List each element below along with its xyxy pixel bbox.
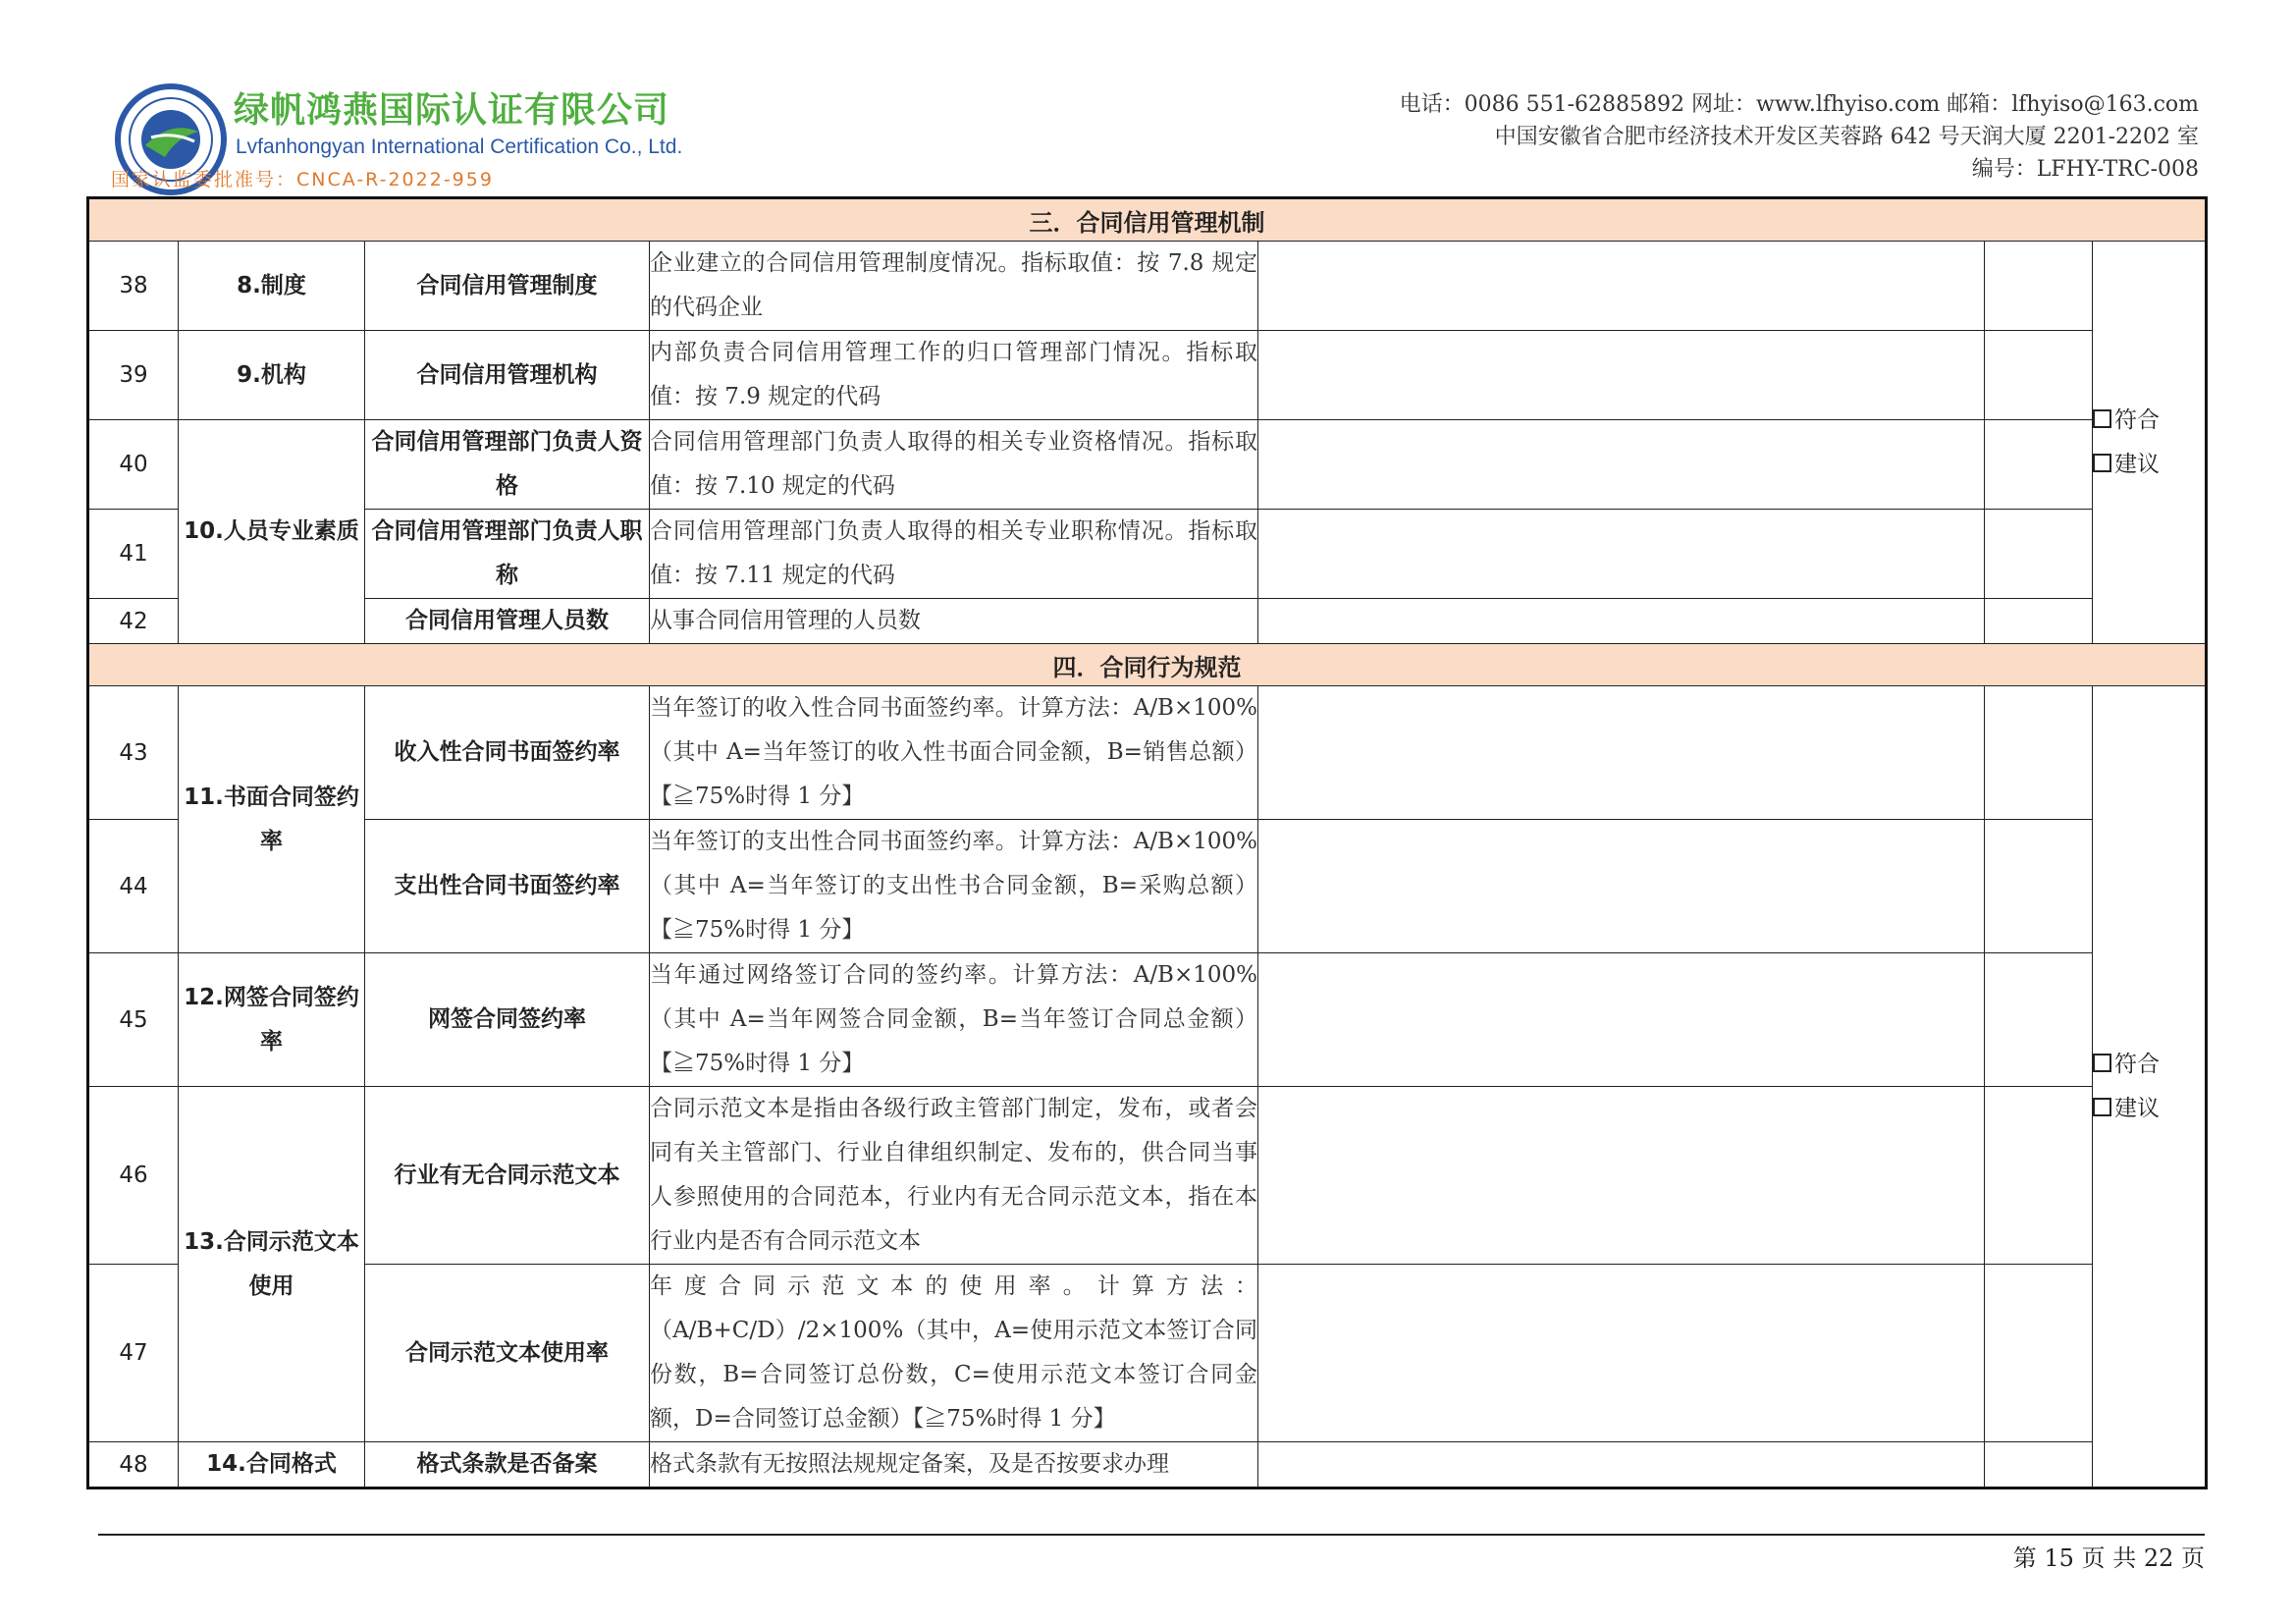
score-cell[interactable]: [1985, 242, 2093, 331]
page-header: [86, 69, 2205, 192]
indicator: 14.合同格式: [179, 1442, 365, 1489]
table-row: [88, 1087, 2207, 1265]
table-row: [88, 510, 2207, 599]
table-row: [88, 1265, 2207, 1442]
contact-line: 电话：0086 551-62885892 网址：www.lfhyiso.com 邮箱：lfhyiso@163.com: [1399, 92, 2199, 117]
document-code: 编号：LFHY-TRC-008: [1971, 157, 2199, 182]
score-cell[interactable]: [1985, 599, 2093, 644]
section-4-title: 四．合同行为规范: [88, 644, 2207, 686]
company-name-cn: 绿帆鸿燕国际认证有限公司: [234, 90, 670, 131]
row-number: 48: [88, 1442, 179, 1489]
indicator: 13.合同示范文本使用: [179, 1087, 365, 1442]
contact-block: [1400, 88, 2199, 186]
sub-item: 合同示范文本使用率: [365, 1265, 650, 1442]
evidence-cell[interactable]: [1258, 599, 1985, 644]
footer-divider: [98, 1534, 2205, 1536]
evidence-cell[interactable]: [1258, 420, 1985, 510]
row-number: 45: [88, 953, 179, 1087]
indicator: 8.制度: [179, 242, 365, 331]
score-cell[interactable]: [1985, 1087, 2093, 1265]
table-row: [88, 599, 2207, 644]
table-row: [88, 420, 2207, 510]
sub-item: 合同信用管理机构: [365, 331, 650, 420]
checkbox-icon[interactable]: [2093, 454, 2111, 472]
score-cell[interactable]: [1985, 820, 2093, 953]
evidence-cell[interactable]: [1258, 510, 1985, 599]
row-number: 40: [88, 420, 179, 510]
sub-item: 支出性合同书面签约率: [365, 820, 650, 953]
score-cell[interactable]: [1985, 1442, 2093, 1489]
sub-item: 网签合同签约率: [365, 953, 650, 1087]
description: 年度合同示范文本的使用率。计算方法：（A/B+C/D）/2×100%（其中，A=使用示范文本签订合同份数，B=合同签订总份数，C=使用示范文本签订合同金额，D=合同签订总金额）【≧75%时得 1 分】: [650, 1265, 1258, 1442]
row-number: 46: [88, 1087, 179, 1265]
address-line: 中国安徽省合肥市经济技术开发区芙蓉路 642 号天润大厦 2201-2202 室: [1494, 125, 2199, 149]
checkbox-icon[interactable]: [2093, 1054, 2111, 1072]
description: 内部负责合同信用管理工作的归口管理部门情况。指标取值：按 7.9 规定的代码: [650, 331, 1258, 420]
suggest-option[interactable]: 建议: [2093, 1087, 2205, 1131]
description: 当年签订的收入性合同书面签约率。计算方法：A/B×100%（其中 A=当年签订的收入性书面合同金额，B=销售总额）【≧75%时得 1 分】: [650, 686, 1258, 820]
score-cell[interactable]: [1985, 686, 2093, 820]
suggest-option[interactable]: 建议: [2093, 443, 2205, 487]
sub-item: 合同信用管理部门负责人资格: [365, 420, 650, 510]
table-row: [88, 953, 2207, 1087]
description: 合同信用管理部门负责人取得的相关专业职称情况。指标取值：按 7.11 规定的代码: [650, 510, 1258, 599]
assessment-table: [86, 196, 2208, 1489]
evidence-cell[interactable]: [1258, 242, 1985, 331]
description: 从事合同信用管理的人员数: [650, 599, 1258, 644]
company-name-en: Lvfanhongyan International Certification Co., Ltd.: [236, 135, 683, 158]
indicator: 11.书面合同签约率: [179, 686, 365, 953]
checkbox-icon[interactable]: [2093, 1098, 2111, 1116]
indicator: 12.网签合同签约率: [179, 953, 365, 1087]
sub-item: 收入性合同书面签约率: [365, 686, 650, 820]
checkbox-icon[interactable]: [2093, 409, 2111, 428]
sub-item: 格式条款是否备案: [365, 1442, 650, 1489]
sub-item: 合同信用管理制度: [365, 242, 650, 331]
result-cell: [2093, 686, 2207, 1489]
row-number: 39: [88, 331, 179, 420]
indicator: 10.人员专业素质: [179, 420, 365, 644]
score-cell[interactable]: [1985, 510, 2093, 599]
score-cell[interactable]: [1985, 1265, 2093, 1442]
row-number: 43: [88, 686, 179, 820]
table-row: [88, 331, 2207, 420]
row-number: 42: [88, 599, 179, 644]
page-number: 第 15 页 共 22 页: [2012, 1544, 2205, 1572]
sub-item: 合同信用管理部门负责人职称: [365, 510, 650, 599]
approval-number: 国家认监委批准号：CNCA-R-2022-959: [111, 169, 494, 190]
table-row: [88, 686, 2207, 820]
description: 企业建立的合同信用管理制度情况。指标取值：按 7.8 规定的代码企业: [650, 242, 1258, 331]
evidence-cell[interactable]: [1258, 820, 1985, 953]
score-cell[interactable]: [1985, 331, 2093, 420]
sub-item: 合同信用管理人员数: [365, 599, 650, 644]
evidence-cell[interactable]: [1258, 1265, 1985, 1442]
row-number: 38: [88, 242, 179, 331]
evidence-cell[interactable]: [1258, 1087, 1985, 1265]
indicator: 9.机构: [179, 331, 365, 420]
description: 当年通过网络签订合同的签约率。计算方法：A/B×100%（其中 A=当年网签合同金额，B=当年签订合同总金额）【≧75%时得 1 分】: [650, 953, 1258, 1087]
table-row: [88, 242, 2207, 331]
comply-option[interactable]: 符合: [2093, 399, 2205, 443]
section-3-title: 三．合同信用管理机制: [88, 198, 2207, 242]
evidence-cell[interactable]: [1258, 331, 1985, 420]
result-cell: [2093, 242, 2207, 644]
row-number: 41: [88, 510, 179, 599]
evidence-cell[interactable]: [1258, 686, 1985, 820]
score-cell[interactable]: [1985, 420, 2093, 510]
description: 合同信用管理部门负责人取得的相关专业资格情况。指标取值：按 7.10 规定的代码: [650, 420, 1258, 510]
table-row: [88, 1442, 2207, 1489]
evidence-cell[interactable]: [1258, 1442, 1985, 1489]
evidence-cell[interactable]: [1258, 953, 1985, 1087]
description: 当年签订的支出性合同书面签约率。计算方法：A/B×100%（其中 A=当年签订的支出性书合同金额，B=采购总额）【≧75%时得 1 分】: [650, 820, 1258, 953]
table-row: [88, 820, 2207, 953]
description: 格式条款有无按照法规规定备案，及是否按要求办理: [650, 1442, 1258, 1489]
row-number: 44: [88, 820, 179, 953]
sub-item: 行业有无合同示范文本: [365, 1087, 650, 1265]
score-cell[interactable]: [1985, 953, 2093, 1087]
comply-option[interactable]: 符合: [2093, 1043, 2205, 1087]
description: 合同示范文本是指由各级行政主管部门制定，发布，或者会同有关主管部门、行业自律组织制定、发布的，供合同当事人参照使用的合同范本，行业内有无合同示范文本，指在本行业内是否有合同示范文本: [650, 1087, 1258, 1265]
row-number: 47: [88, 1265, 179, 1442]
